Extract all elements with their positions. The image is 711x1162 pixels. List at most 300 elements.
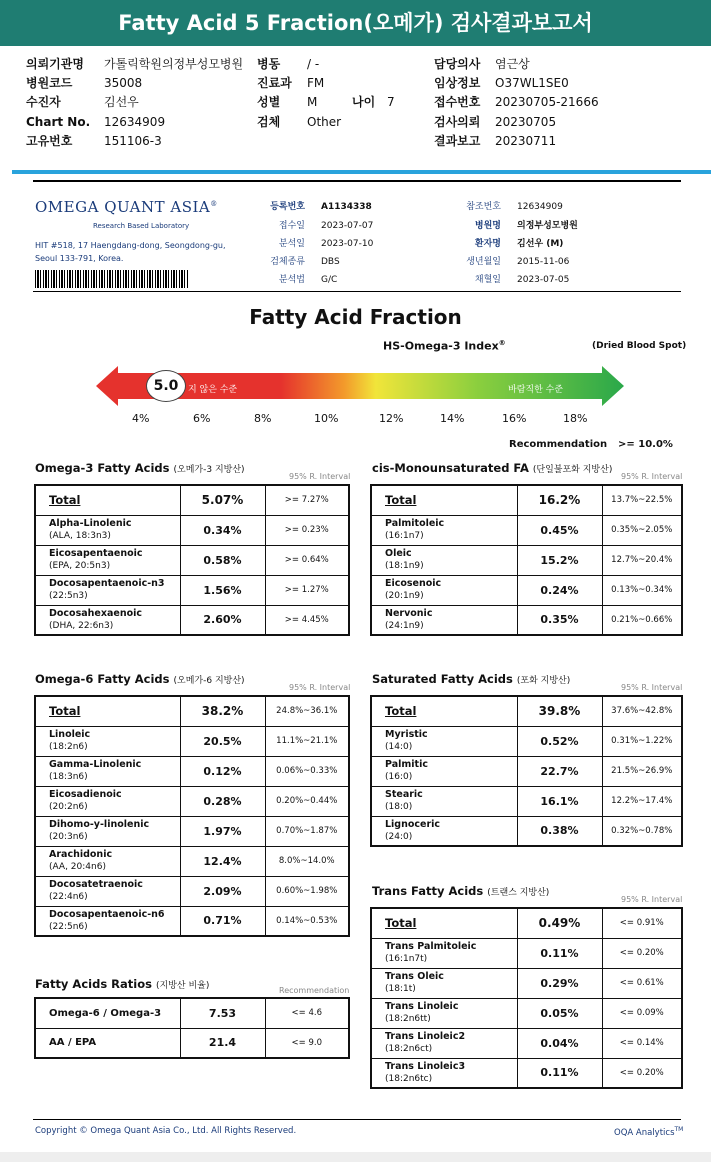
acid-notation: (20:1n9) — [385, 591, 424, 601]
field-value: 20230705-21666 — [495, 95, 599, 109]
meta-value: A1134338 — [321, 202, 372, 212]
meta-value: DBS — [321, 257, 340, 267]
acid-name-cell — [35, 515, 180, 545]
section-heading: Fatty Acid Fraction — [249, 305, 462, 329]
meta-label: 분석일 — [278, 239, 305, 249]
result-value: 39.8% — [517, 696, 602, 726]
table-row — [35, 515, 349, 545]
acid-name-cell — [371, 575, 517, 605]
meta-label: 검체종류 — [270, 257, 305, 267]
scale-tick: 16% — [502, 412, 527, 425]
acid-name: Nervonic — [385, 607, 433, 619]
table-row — [35, 726, 349, 756]
meta-value: 12634909 — [517, 202, 563, 212]
acid-name: AA / EPA — [49, 1037, 97, 1049]
acid-notation: (18:2n6tt) — [385, 1014, 431, 1024]
reference-range: <= 0.20% — [602, 1058, 682, 1088]
acid-name-cell — [35, 906, 180, 936]
saturated-table — [370, 695, 683, 847]
scale-tick: 4% — [132, 412, 150, 425]
reference-range: 12.2%~17.4% — [602, 786, 682, 816]
reference-range: <= 9.0 — [265, 1028, 349, 1058]
acid-name-cell — [371, 485, 517, 515]
acid-name: Stearic — [385, 789, 423, 800]
ratios-table — [34, 997, 350, 1059]
reference-range: 0.20%~0.44% — [265, 786, 349, 816]
field-label: Chart No. — [26, 115, 91, 129]
meta-received — [233, 218, 373, 231]
ri-label: 95% R. Interval — [621, 895, 683, 904]
table-row — [371, 515, 682, 545]
reference-range: >= 0.64% — [265, 545, 349, 575]
section-title-kor: (오메가-3 지방산) — [173, 465, 245, 475]
field-value: 20230711 — [495, 134, 557, 148]
reference-range: >= 0.23% — [265, 515, 349, 545]
meta-label: 환자명 — [474, 239, 501, 249]
index-title — [383, 339, 506, 353]
section-title-text: cis-Monounsaturated FA — [372, 461, 529, 475]
result-value: 21.4 — [180, 1028, 265, 1058]
cis-mono-title — [372, 461, 612, 475]
acid-notation: (14:0) — [385, 742, 413, 752]
table-row — [35, 1028, 349, 1058]
section-title-text: Fatty Acids Ratios — [35, 977, 152, 991]
trans-table — [370, 907, 683, 1089]
field-value: / - — [307, 57, 320, 71]
result-value: 15.2% — [517, 545, 602, 575]
acid-name: Eicosapentaenoic — [49, 548, 143, 559]
meta-value: 2023-07-10 — [321, 239, 374, 249]
section-title-kor: (지방산 비율) — [156, 981, 210, 991]
table-row — [371, 605, 682, 635]
field-value: 20230705 — [495, 115, 557, 129]
acid-name: Palmitoleic — [385, 518, 445, 529]
reference-range: <= 4.6 — [265, 998, 349, 1028]
reference-range: 0.70%~1.87% — [265, 816, 349, 846]
acid-name: Total — [49, 492, 81, 507]
acid-notation: (18:2n6tc) — [385, 1073, 433, 1084]
acid-notation: (22:5n6) — [49, 921, 88, 932]
acid-name: Palmitic — [385, 759, 428, 770]
report-title: Fatty Acid 5 Fraction(오메가) 검사결과보고서 — [0, 0, 711, 46]
scale-tick: 14% — [440, 412, 465, 425]
result-value: 0.58% — [180, 545, 265, 575]
meta-hospital — [433, 218, 578, 231]
field-label: 의뢰기관명 — [26, 57, 84, 71]
field-label: 병동 — [257, 57, 281, 71]
meta-label: 등록번호 — [270, 202, 305, 212]
acid-name-cell — [371, 968, 517, 998]
reference-range: 11.1%~21.1% — [265, 726, 349, 756]
acid-name: Trans Oleic — [385, 971, 444, 982]
acid-notation: (18:2n6) — [49, 742, 88, 752]
result-value: 0.11% — [517, 938, 602, 968]
result-value: 0.45% — [517, 515, 602, 545]
table-row — [371, 545, 682, 575]
acid-name: Arachidonic — [49, 849, 113, 860]
acid-notation: (20:2n6) — [49, 802, 88, 812]
brand-text: OQA Analytics — [614, 1127, 675, 1138]
field-label: 병원코드 — [26, 76, 73, 90]
acid-notation: (AA, 20:4n6) — [49, 862, 106, 872]
result-value: 12.4% — [180, 846, 265, 876]
result-value: 2.60% — [180, 605, 265, 635]
meta-sample-type — [233, 254, 340, 267]
section-title-text: Omega-6 Fatty Acids — [35, 672, 170, 686]
acid-name-cell — [371, 605, 517, 635]
barcode — [35, 270, 188, 288]
acid-name: Docosatetraenoic — [49, 879, 143, 890]
field-label: 담당의사 — [434, 57, 481, 71]
table-row — [35, 816, 349, 846]
table-row — [35, 575, 349, 605]
footer-brand — [614, 1126, 683, 1138]
reference-range: 0.31%~1.22% — [602, 726, 682, 756]
result-value: 0.71% — [180, 906, 265, 936]
reference-range: 0.60%~1.98% — [265, 876, 349, 906]
ri-label: 95% R. Interval — [621, 472, 683, 481]
acid-name-cell — [35, 756, 180, 786]
field-value: O37WL1SE0 — [495, 76, 569, 90]
reference-range: <= 0.20% — [602, 938, 682, 968]
acid-name-cell — [371, 998, 517, 1028]
bottom-strip — [0, 1152, 711, 1162]
meta-label: 생년월일 — [466, 257, 501, 267]
acid-notation: (16:1n7) — [385, 531, 424, 541]
table-row — [371, 968, 682, 998]
result-value: 0.35% — [517, 605, 602, 635]
reference-range: >= 1.27% — [265, 575, 349, 605]
result-value: 0.52% — [517, 726, 602, 756]
result-value: 1.56% — [180, 575, 265, 605]
acid-name: Gamma-Linolenic — [49, 759, 142, 770]
reference-range: 12.7%~20.4% — [602, 545, 682, 575]
acid-name: Docosahexaenoic — [49, 607, 143, 619]
meta-value: 김선우 (M) — [517, 239, 564, 249]
acid-notation: (22:4n6) — [49, 892, 88, 902]
acid-name-cell — [371, 816, 517, 846]
reference-range: 0.06%~0.33% — [265, 756, 349, 786]
reference-range: 0.32%~0.78% — [602, 816, 682, 846]
field-value: Other — [307, 115, 342, 129]
field-value: M — [307, 95, 318, 109]
result-value: 38.2% — [180, 696, 265, 726]
reference-range: 24.8%~36.1% — [265, 696, 349, 726]
field-label: 검체 — [257, 115, 281, 129]
acid-name: Eicosenoic — [385, 578, 442, 589]
acid-name-cell — [35, 998, 180, 1028]
meta-collected — [433, 272, 569, 285]
recommendation-col-label: Recommendation — [279, 986, 350, 995]
saturated-title — [372, 672, 570, 686]
result-value: 0.11% — [517, 1058, 602, 1088]
acid-name: Omega-6 / Omega-3 — [49, 1007, 162, 1019]
acid-name: Trans Palmitoleic — [385, 941, 477, 952]
acid-notation: (18:2n6ct) — [385, 1044, 433, 1054]
acid-name: Linoleic — [49, 729, 91, 740]
reference-range: <= 0.91% — [602, 908, 682, 938]
acid-name-cell — [35, 545, 180, 575]
acid-name-cell — [35, 485, 180, 515]
result-value: 0.12% — [180, 756, 265, 786]
high-zone-label: 바람직한 수준 — [508, 385, 564, 395]
field-label: 임상정보 — [434, 76, 481, 90]
field-value: 염근상 — [495, 57, 530, 71]
acid-name: Trans Linoleic2 — [385, 1031, 466, 1042]
table-row — [35, 876, 349, 906]
acid-notation: (16:0) — [385, 772, 413, 782]
meta-label: 병원명 — [474, 221, 501, 231]
logo-subtitle: Research Based Laboratory — [93, 222, 190, 230]
field-label: 성별 — [257, 95, 281, 109]
sample-type-note: (Dried Blood Spot) — [592, 341, 687, 351]
meta-value: 의정부성모병원 — [517, 221, 578, 231]
section-title-kor: (단일불포화 지방산) — [532, 465, 613, 475]
age-label: 나이 — [352, 95, 376, 109]
table-row — [371, 1058, 682, 1088]
field-label: 검사의뢰 — [434, 115, 481, 129]
lab-report-header — [33, 180, 681, 292]
meta-analyzed — [233, 236, 373, 249]
divider-bar — [12, 170, 711, 174]
acid-notation: (EPA, 20:5n3) — [49, 561, 111, 571]
section-title-text: Saturated Fatty Acids — [372, 672, 513, 686]
reference-range: 13.7%~22.5% — [602, 485, 682, 515]
recommendation-label: Recommendation — [509, 439, 608, 450]
acid-notation: (24:1n9) — [385, 620, 424, 631]
table-row — [371, 908, 682, 938]
acid-name: Docosapentaenoic-n6 — [49, 908, 165, 920]
table-row — [35, 786, 349, 816]
field-label: 접수번호 — [434, 95, 481, 109]
acid-name: Total — [385, 915, 417, 930]
acid-name: Docosapentaenoic-n3 — [49, 578, 165, 589]
field-value: 가톨릭학원의정부성모병원 — [104, 57, 244, 71]
acid-name-cell — [35, 816, 180, 846]
reference-range: 8.0%~14.0% — [265, 846, 349, 876]
table-row — [371, 756, 682, 786]
field-label: 결과보고 — [434, 134, 481, 148]
lab-address — [35, 239, 235, 265]
table-row — [35, 906, 349, 936]
scale-tick: 8% — [254, 412, 272, 425]
acid-name: Total — [385, 492, 417, 507]
result-value: 5.07% — [180, 485, 265, 515]
brand-mark: TM — [674, 1126, 684, 1133]
address-line: Seoul 133-791, Korea. — [35, 254, 124, 263]
ratios-title — [35, 977, 209, 991]
acid-name-cell — [35, 696, 180, 726]
acid-notation: (20:3n6) — [49, 832, 88, 842]
acid-notation: (18:1n9) — [385, 561, 424, 571]
acid-name-cell — [371, 515, 517, 545]
address-line: HIT #518, 17 Haengdang-dong, Seongdong-gu, — [35, 241, 226, 250]
reference-range: <= 0.14% — [602, 1028, 682, 1058]
result-value: 0.29% — [517, 968, 602, 998]
field-label: 수진자 — [26, 95, 61, 109]
acid-name-cell — [371, 545, 517, 575]
reference-range: 21.5%~26.9% — [602, 756, 682, 786]
acid-name: Lignoceric — [385, 818, 441, 830]
table-row — [371, 726, 682, 756]
scale-tick: 12% — [379, 412, 404, 425]
table-row — [35, 696, 349, 726]
result-value: 22.7% — [517, 756, 602, 786]
result-value: 0.04% — [517, 1028, 602, 1058]
reference-range: 0.35%~2.05% — [602, 515, 682, 545]
acid-name: Eicosadienoic — [49, 789, 122, 800]
section-title-kor: (트랜스 지방산) — [487, 888, 550, 898]
omega3-table — [34, 484, 350, 636]
result-value: 0.38% — [517, 816, 602, 846]
meta-birthdate — [433, 254, 569, 267]
table-row — [371, 786, 682, 816]
acid-name-cell — [35, 786, 180, 816]
meta-value: 2015-11-06 — [517, 257, 570, 267]
table-row — [371, 575, 682, 605]
meta-label: 참조번호 — [466, 202, 501, 212]
reference-range: 0.21%~0.66% — [602, 605, 682, 635]
meta-label: 접수일 — [278, 221, 305, 231]
meta-ref-no — [433, 199, 563, 212]
reference-range: 0.14%~0.53% — [265, 906, 349, 936]
field-value: 김선우 — [104, 95, 139, 109]
omega6-table — [34, 695, 350, 937]
index-title-text: HS-Omega-3 Index — [383, 339, 499, 353]
section-title-text: Omega-3 Fatty Acids — [35, 461, 170, 475]
acid-name-cell — [371, 938, 517, 968]
result-value: 0.05% — [517, 998, 602, 1028]
table-row — [371, 998, 682, 1028]
acid-name: Trans Linoleic3 — [385, 1060, 466, 1072]
field-value: FM — [307, 76, 325, 90]
acid-name: Trans Linoleic — [385, 1001, 459, 1012]
acid-name: Alpha-Linolenic — [49, 518, 132, 529]
meta-patient — [433, 236, 563, 249]
logo-text: OMEGA QUANT ASIA — [35, 198, 211, 216]
ri-label: 95% R. Interval — [289, 472, 351, 481]
table-row — [35, 605, 349, 635]
table-row — [371, 816, 682, 846]
reference-range: 37.6%~42.8% — [602, 696, 682, 726]
acid-name-cell — [35, 846, 180, 876]
section-title-kor: (오메가-6 지방산) — [173, 676, 245, 686]
meta-method — [233, 272, 337, 285]
acid-name-cell — [371, 786, 517, 816]
reference-range: 0.13%~0.34% — [602, 575, 682, 605]
reference-range: >= 4.45% — [265, 605, 349, 635]
trans-title — [372, 884, 549, 898]
acid-notation: (18:0) — [385, 802, 413, 812]
field-value: 12634909 — [104, 115, 166, 129]
field-label: 고유번호 — [26, 134, 73, 148]
recommendation-value: >= 10.0% — [618, 439, 673, 450]
acid-notation: (16:1n7t) — [385, 954, 428, 964]
acid-notation: (DHA, 22:6n3) — [49, 620, 114, 631]
scale-tick: 6% — [193, 412, 211, 425]
meta-value: G/C — [321, 275, 338, 285]
index-value-marker: 5.0 — [146, 370, 186, 402]
acid-name: Dihomo-y-linolenic — [49, 819, 150, 830]
table-row — [35, 846, 349, 876]
ri-label: 95% R. Interval — [289, 683, 351, 692]
reference-range: <= 0.09% — [602, 998, 682, 1028]
acid-notation: (ALA, 18:3n3) — [49, 531, 111, 541]
table-row — [371, 485, 682, 515]
acid-name-cell — [371, 726, 517, 756]
omega3-title — [35, 461, 245, 475]
age-value: 7 — [387, 95, 395, 109]
table-row — [371, 696, 682, 726]
section-title-kor: (포화 지방산) — [516, 676, 571, 686]
acid-notation: (24:0) — [385, 831, 413, 842]
section-title-text: Trans Fatty Acids — [372, 884, 484, 898]
field-value: 35008 — [104, 76, 143, 90]
omega6-title — [35, 672, 245, 686]
logo-mark: ® — [210, 200, 218, 208]
cis-mono-table — [370, 484, 683, 636]
footer-copyright: Copyright © Omega Quant Asia Co., Ltd. All Rights Reserved. — [35, 1126, 297, 1136]
low-zone-label: 지 않은 수준 — [188, 385, 238, 395]
result-value: 2.09% — [180, 876, 265, 906]
footer-divider — [33, 1119, 681, 1120]
result-value: 1.97% — [180, 816, 265, 846]
acid-name-cell — [35, 575, 180, 605]
acid-name-cell — [35, 605, 180, 635]
result-value: 0.28% — [180, 786, 265, 816]
acid-notation: (18:3n6) — [49, 772, 88, 782]
acid-notation: (22:5n3) — [49, 591, 88, 601]
meta-label: 채혈일 — [474, 275, 501, 285]
acid-name: Oleic — [385, 548, 412, 559]
acid-name-cell — [371, 756, 517, 786]
result-value: 20.5% — [180, 726, 265, 756]
result-value: 7.53 — [180, 998, 265, 1028]
lab-logo — [35, 198, 218, 216]
meta-value: 2023-07-05 — [517, 275, 570, 285]
result-value: 0.34% — [180, 515, 265, 545]
table-row — [35, 756, 349, 786]
acid-name: Total — [385, 703, 417, 718]
scale-tick: 18% — [563, 412, 588, 425]
table-row — [35, 545, 349, 575]
acid-name-cell — [371, 908, 517, 938]
table-row — [371, 1028, 682, 1058]
acid-notation: (18:1t) — [385, 984, 416, 994]
acid-name: Myristic — [385, 729, 428, 740]
field-label: 진료과 — [257, 76, 292, 90]
acid-name-cell — [371, 1028, 517, 1058]
acid-name-cell — [35, 876, 180, 906]
acid-name-cell — [371, 1058, 517, 1088]
field-value: 151106-3 — [104, 134, 162, 148]
meta-reg-no — [233, 199, 372, 212]
acid-name-cell — [371, 696, 517, 726]
scale-tick: 10% — [314, 412, 339, 425]
reference-range: <= 0.61% — [602, 968, 682, 998]
acid-name-cell — [35, 726, 180, 756]
meta-label: 분석법 — [278, 275, 305, 285]
result-value: 16.1% — [517, 786, 602, 816]
meta-value: 2023-07-07 — [321, 221, 374, 231]
ri-label: 95% R. Interval — [621, 683, 683, 692]
table-row — [35, 998, 349, 1028]
acid-name: Total — [49, 703, 81, 718]
result-value: 0.24% — [517, 575, 602, 605]
acid-name-cell — [35, 1028, 180, 1058]
table-row — [35, 485, 349, 515]
reference-range: >= 7.27% — [265, 485, 349, 515]
